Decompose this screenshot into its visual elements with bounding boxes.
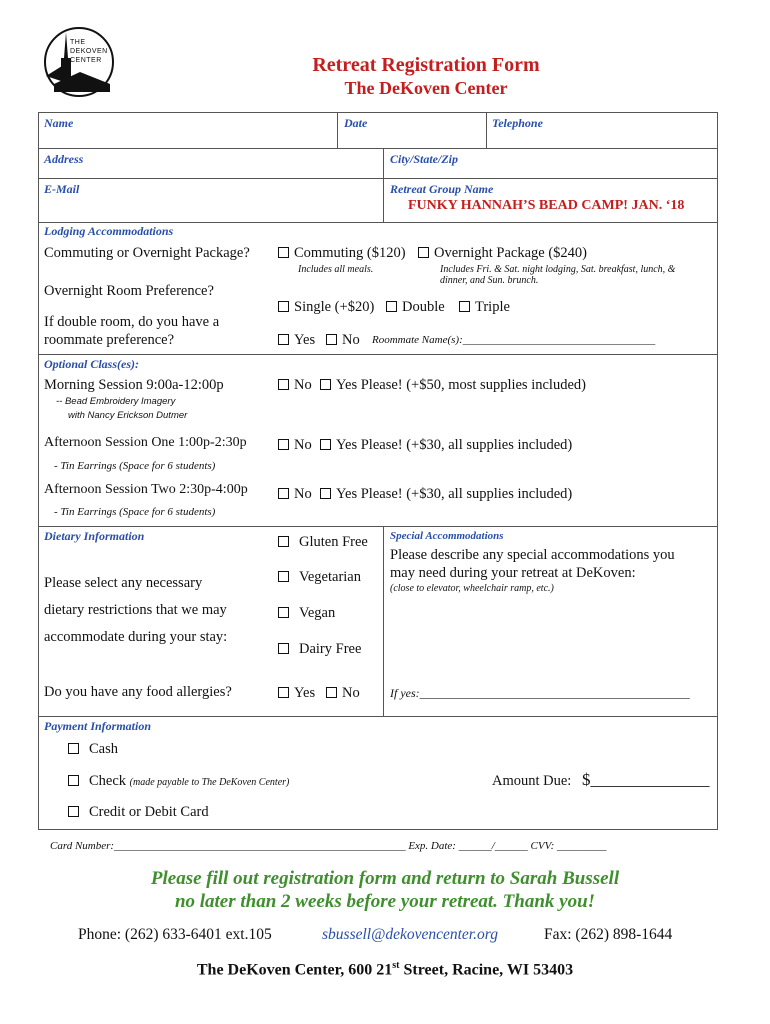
pay-card[interactable]: Credit or Debit Card	[68, 804, 209, 821]
diet-vegetarian[interactable]: Vegetarian	[278, 569, 361, 586]
page-subtitle: The DeKoven Center	[344, 78, 508, 98]
name-label[interactable]: Name	[44, 116, 74, 130]
checkbox-icon[interactable]	[459, 301, 470, 312]
checkbox-icon[interactable]	[386, 301, 397, 312]
card-number-field[interactable]: Card Number:_____________________________________________________ Exp. Date: ______/______ CVV: _________	[50, 840, 607, 852]
overnight-option[interactable]: Overnight Package ($240)	[418, 245, 587, 262]
group-label[interactable]: Retreat Group Name	[390, 182, 494, 196]
roommate-no[interactable]: No	[326, 332, 360, 349]
triple-option[interactable]: Triple	[459, 299, 510, 316]
special-text[interactable]: Please describe any special accommodations you may need during your retreat at DeKoven:	[390, 547, 675, 581]
allergy-if-yes[interactable]: If yes:_____________________________________________	[390, 686, 690, 700]
lodging-heading: Lodging Accommodations	[44, 224, 174, 238]
aft1-no[interactable]: No	[278, 437, 312, 454]
city-label[interactable]: City/State/Zip	[390, 152, 458, 166]
aft2-yes[interactable]: Yes Please! (+$30, all supplies included)	[320, 486, 572, 503]
checkbox-icon[interactable]	[278, 536, 289, 547]
checkbox-icon[interactable]	[320, 488, 331, 499]
checkbox-icon[interactable]	[418, 247, 429, 258]
checkbox-icon[interactable]	[278, 643, 289, 654]
page-title: Retreat Registration Form	[312, 54, 540, 76]
diet-vegan[interactable]: Vegan	[278, 605, 335, 622]
commute-note: Includes all meals.	[298, 264, 374, 275]
checkbox-icon[interactable]	[278, 607, 289, 618]
checkbox-icon[interactable]	[68, 806, 79, 817]
payment-heading: Payment Information	[44, 719, 152, 733]
logo	[40, 18, 118, 98]
dietary-text: Please select any necessary dietary restrictions that we may accommodate during your stay:	[44, 575, 228, 645]
aft2-no[interactable]: No	[278, 486, 312, 503]
logo-line-1: THE	[70, 39, 86, 46]
afternoon-one-sub: - Tin Earrings (Space for 6 students)	[54, 460, 216, 472]
checkbox-icon[interactable]	[68, 775, 79, 786]
checkbox-icon[interactable]	[278, 488, 289, 499]
telephone-label[interactable]: Telephone	[492, 116, 543, 130]
commute-option[interactable]: Commuting ($120)	[278, 245, 406, 262]
checkbox-icon[interactable]	[278, 301, 289, 312]
amount-due-field[interactable]: $______________	[582, 770, 710, 789]
morning-session: Morning Session 9:00a-12:00p	[44, 377, 224, 393]
checkbox-icon[interactable]	[278, 334, 289, 345]
afternoon-two: Afternoon Session Two 2:30p-4:00p	[44, 482, 248, 497]
checkbox-icon[interactable]	[326, 334, 337, 345]
checkbox-icon[interactable]	[68, 743, 79, 754]
address-label[interactable]: Address	[44, 152, 84, 166]
morning-yes[interactable]: Yes Please! (+$50, most supplies included)	[320, 377, 586, 394]
roommate-yes[interactable]: Yes	[278, 332, 315, 349]
footer-instruction-1: Please fill out registration form and return to Sarah Bussell	[150, 868, 620, 889]
checkbox-icon[interactable]	[278, 687, 289, 698]
checkbox-icon[interactable]	[278, 247, 289, 258]
group-value: FUNKY HANNAH’S BEAD CAMP! JAN. ‘18	[408, 198, 685, 213]
footer-instruction-2: no later than 2 weeks before your retreat. Thank you!	[174, 891, 596, 912]
email-label[interactable]: E-Mail	[44, 182, 80, 196]
roommate-field[interactable]: Roommate Name(s):___________________________________	[372, 334, 656, 346]
aft1-yes[interactable]: Yes Please! (+$30, all supplies included)	[320, 437, 572, 454]
checkbox-icon[interactable]	[320, 379, 331, 390]
checkbox-icon[interactable]	[278, 571, 289, 582]
allergy-question: Do you have any food allergies?	[44, 684, 232, 700]
checkbox-icon[interactable]	[320, 439, 331, 450]
dietary-heading: Dietary Information	[44, 529, 145, 543]
pay-cash[interactable]: Cash	[68, 741, 118, 758]
classes-heading: Optional Class(es):	[44, 357, 140, 371]
checkbox-icon[interactable]	[278, 379, 289, 390]
single-option[interactable]: Single (+$20)	[278, 299, 374, 316]
lodging-q2: Overnight Room Preference?	[44, 283, 214, 299]
footer-fax: Fax: (262) 898-1644	[544, 926, 673, 943]
special-note: (close to elevator, wheelchair ramp, etc.)	[390, 583, 554, 594]
overnight-note: Includes Fri. & Sat. night lodging, Sat. breakfast, lunch, & dinner, and Sun. brunch.	[440, 264, 676, 286]
double-option[interactable]: Double	[386, 299, 445, 316]
logo-line-2: DEKOVEN	[70, 48, 108, 55]
amount-due-label: Amount Due:	[492, 773, 572, 789]
logo-line-3: CENTER	[70, 57, 102, 64]
pay-check[interactable]: Check (made payable to The DeKoven Center)	[68, 773, 289, 790]
morning-no[interactable]: No	[278, 377, 312, 394]
allergy-no[interactable]: No	[326, 685, 360, 702]
footer-phone: Phone: (262) 633-6401 ext.105	[78, 926, 272, 943]
special-heading: Special Accommodations	[390, 530, 504, 542]
diet-gluten-free[interactable]: Gluten Free	[278, 534, 368, 551]
lodging-q1: Commuting or Overnight Package?	[44, 245, 250, 261]
footer-address: The DeKoven Center, 600 21st Street, Racine, WI 53403	[196, 960, 574, 979]
morning-sub1: -- Bead Embroidery Imagery	[56, 396, 176, 407]
lodging-q3: If double room, do you have a roommate preference?	[44, 314, 220, 348]
checkbox-icon[interactable]	[326, 687, 337, 698]
allergy-yes[interactable]: Yes	[278, 685, 315, 702]
afternoon-two-sub: - Tin Earrings (Space for 6 students)	[54, 506, 216, 518]
date-label[interactable]: Date	[344, 116, 368, 130]
footer-email-link[interactable]: sbussell@dekovencenter.org	[322, 926, 498, 943]
checkbox-icon[interactable]	[278, 439, 289, 450]
morning-sub2: with Nancy Erickson Dutmer	[68, 410, 188, 421]
afternoon-one: Afternoon Session One 1:00p-2:30p	[44, 435, 247, 450]
diet-dairy-free[interactable]: Dairy Free	[278, 641, 361, 658]
